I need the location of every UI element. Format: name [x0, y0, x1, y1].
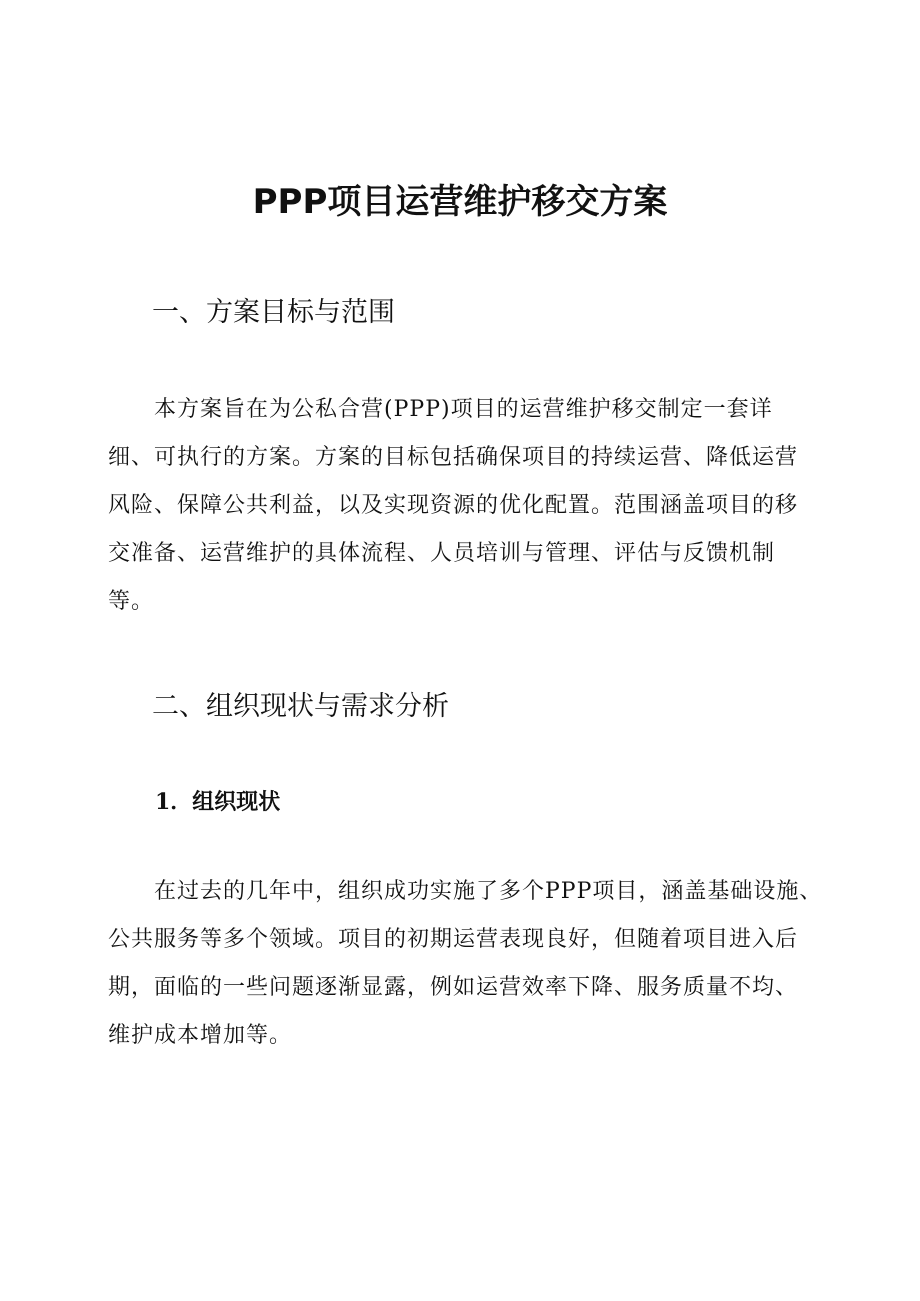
paragraph-line: 等。 — [108, 589, 155, 614]
section-heading-2: 二、组织现状与需求分析 — [152, 691, 449, 722]
subheading-organization-status: 1．组织现状 — [155, 789, 281, 815]
document-title: PPP项目运营维护移交方案 — [252, 182, 668, 222]
paragraph-line: 本方案旨在为公私合营(PPP)项目的运营维护移交制定一套详 — [154, 397, 773, 422]
paragraph-line: 细、可执行的方案。方案的目标包括确保项目的持续运营、降低运营 — [108, 445, 799, 470]
paragraph-line: 在过去的几年中，组织成功实施了多个PPP项目，涵盖基础设施、 — [154, 879, 823, 904]
paragraph-line: 交准备、运营维护的具体流程、人员培训与管理、评估与反馈机制 — [108, 541, 776, 566]
section-1-paragraph — [108, 386, 808, 626]
paragraph-line: 维护成本增加等。 — [108, 1023, 293, 1048]
paragraph-line: 公共服务等多个领域。项目的初期运营表现良好，但随着项目进入后 — [108, 927, 799, 952]
section-2-paragraph — [108, 868, 823, 1060]
paragraph-line: 期，面临的一些问题逐渐显露，例如运营效率下降、服务质量不均、 — [108, 975, 799, 1000]
section-heading-1: 一、方案目标与范围 — [152, 297, 395, 328]
paragraph-line: 风险、保障公共利益，以及实现资源的优化配置。范围涵盖项目的移 — [108, 493, 799, 518]
